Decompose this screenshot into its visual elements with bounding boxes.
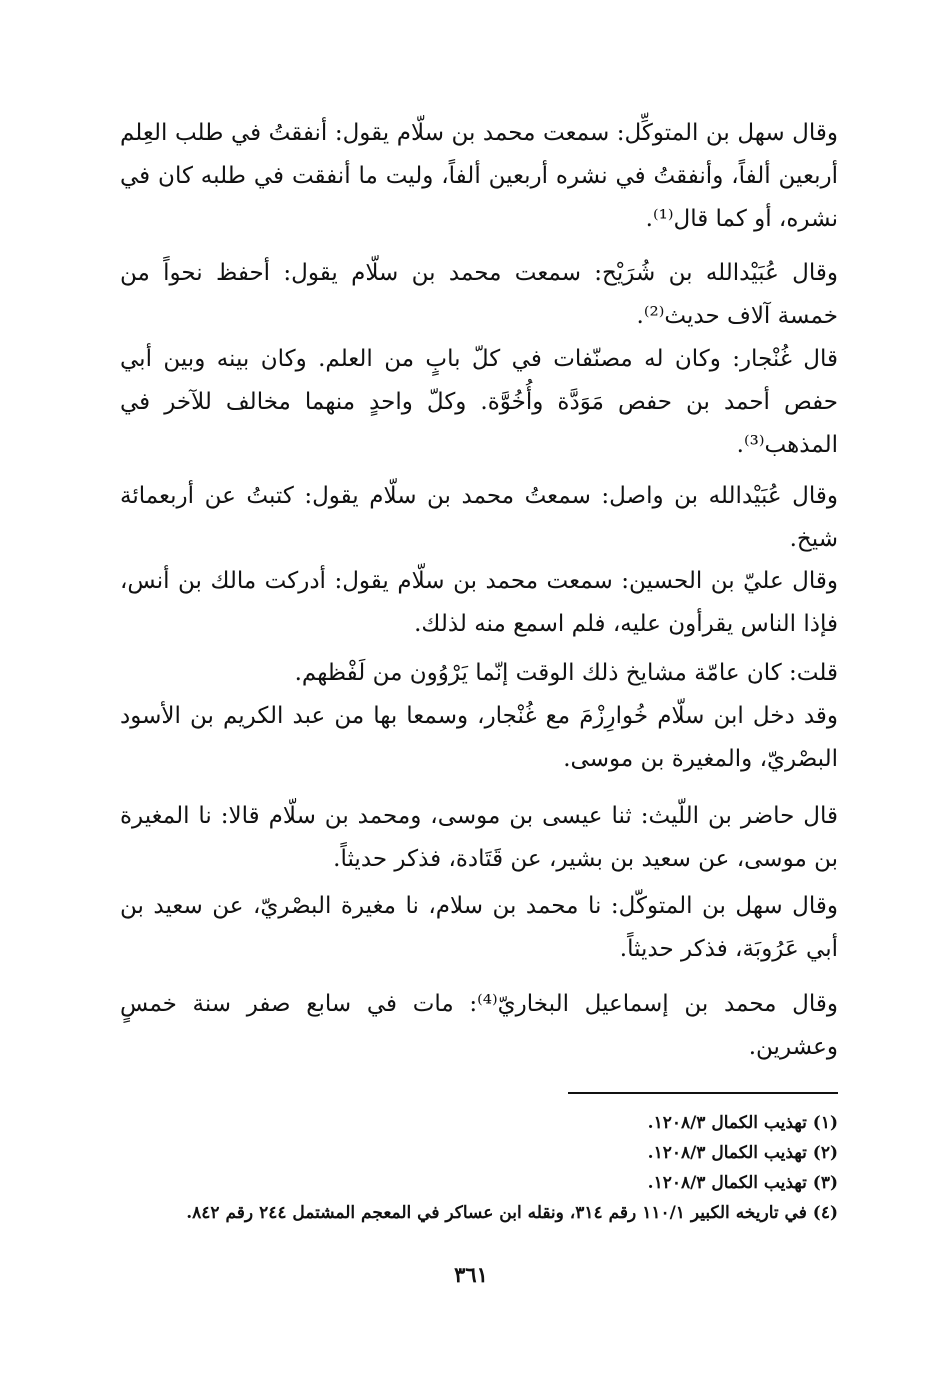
footnote-1: (١) تهذيب الكمال ١٢٠٨/٣. xyxy=(647,1113,838,1133)
paragraph-khwarazm: وقد دخل ابن سلّام خُوارِزْمَ مع غُنْجار، وسمعا بها من عبد الكريم بن الأسود البصْريّ، والمغيرة بن موسى. xyxy=(120,703,838,772)
paragraph-ghunjar: قال غُنْجار: وكان له مصنّفات في كلّ بابٍ من العلم. وكان بينه وبين أبي حفص أحمد بن حفص مَوَدَّة وأُخُوَّة. وكلّ واحدٍ منهما مخالف للآخر في المذهب⁽³⁾. xyxy=(120,346,838,458)
page-number: ٣٦١ xyxy=(454,1262,488,1287)
footnote-4: (٤) في تاريخه الكبير ١١٠/١ رقم ٣١٤، ونقله ابن عساكر في المعجم المشتمل ٢٤٤ رقم ٨٤٢. xyxy=(186,1203,838,1223)
footnote-separator xyxy=(568,1092,838,1094)
paragraph-sahl-mughira: وقال سهل بن المتوكّل: نا محمد بن سلام، نا مغيرة البصْريّ، عن سعيد بن أبي عَرُوبَة، فذكر حديثاً. xyxy=(120,893,838,962)
paragraph-ali-ibn-husayn: وقال عليّ بن الحسين: سمعت محمد بن سلّام يقول: أدركت مالك بن أنس، فإذا الناس يقرأون عليه، فلم اسمع منه لذلك. xyxy=(120,568,838,637)
paragraph-bukhari: وقال محمد بن إسماعيل البخاريّ⁽⁴⁾: مات في سابع صفر سنة خمسٍ وعشرين. xyxy=(120,991,838,1060)
paragraph-hadir-ibn-layth: قال حاضر بن اللّيث: ثنا عيسى بن موسى، ومحمد بن سلّام قالا: نا المغيرة بن موسى، عن سعيد بن بشير، عن قَتَادة، فذكر حديثاً. xyxy=(120,803,838,872)
footnote-3: (٣) تهذيب الكمال ١٢٠٨/٣. xyxy=(647,1173,838,1193)
paragraph-sahl-ibn-mutawakkil: وقال سهل بن المتوكِّل: سمعت محمد بن سلّام يقول: أنفقتُ في طلب العِلم أربعين ألفاً، وأنفقتُ في نشره أربعين ألفاً، وليت ما أنفقت في طلبه كان في نشره، أو كما قال⁽¹⁾. xyxy=(120,120,838,232)
paragraph-qultu: قلت: كان عامّة مشايخ ذلك الوقت إنّما يَرْوُون من لَفْظهم. xyxy=(294,660,838,686)
paragraph-ubaydallah-ibn-wasil: وقال عُبَيْدالله بن واصل: سمعتُ محمد بن سلّام يقول: كتبتُ عن أربعمائة شيخ. xyxy=(120,483,838,552)
paragraph-ubaydallah-ibn-shurayh: وقال عُبَيْدالله بن شُرَيْح: سمعت محمد بن سلّام يقول: أحفظ نحواً من خمسة آلاف حديث⁽²⁾. xyxy=(120,260,838,329)
footnote-2: (٢) تهذيب الكمال ١٢٠٨/٣. xyxy=(647,1143,838,1163)
